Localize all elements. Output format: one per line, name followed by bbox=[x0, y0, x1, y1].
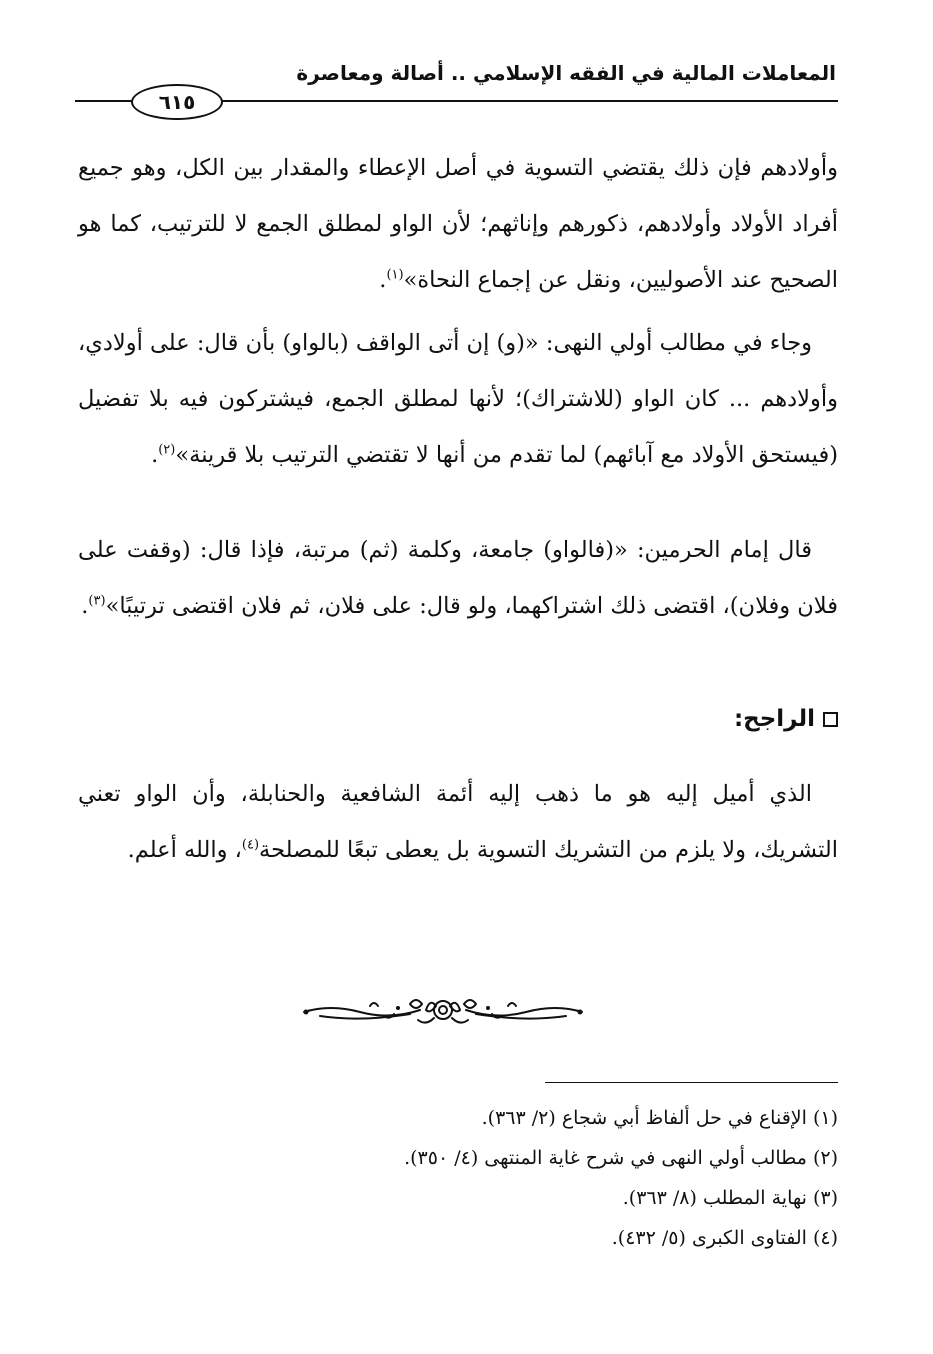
paragraph-2-text: وجاء في مطالب أولي النهى: «(و) إن أتى الواقف (بالواو) بأن قال: على أولادي، وأولادهم ... كان الواو (للاشتراك)؛ لأنها لمطلق الجمع، فيشتركون فيه بلا تفضيل (فيستحق الأولاد مع آبائهم) لما تقدم من أنها لا تقتضي الترتيب بلا قرينة» bbox=[78, 330, 838, 468]
paragraph-4 bbox=[78, 766, 838, 878]
footnote-ref-4[interactable]: (٤) bbox=[241, 837, 260, 853]
paragraph-2-end: . bbox=[151, 442, 159, 468]
ornament-divider-icon bbox=[300, 990, 586, 1030]
paragraph-1-text: وأولادهم فإن ذلك يقتضي التسوية في أصل الإعطاء والمقدار بين الكل، وهو جميع أفراد الأولاد وأولادهم، ذكورهم وإناثهم؛ لأن الواو لمطلق الجمع لا للترتيب، كما هو الصحيح عند الأصوليين، ونقل عن إجماع النحاة» bbox=[78, 155, 838, 293]
footnote-separator bbox=[545, 1082, 838, 1083]
paragraph-3-text: قال إمام الحرمين: «(فالواو) جامعة، وكلمة (ثم) مرتبة، فإذا قال: (وقفت على فلان وفلان)، اقتضى ذلك اشتراكهما، ولو قال: على فلان، ثم فلان اقتضى ترتيبًا» bbox=[78, 537, 838, 619]
running-title: المعاملات المالية في الفقه الإسلامي .. أصالة ومعاصرة bbox=[296, 61, 836, 85]
paragraph-1-end: . bbox=[379, 267, 387, 293]
footnote-ref-3[interactable]: (٣) bbox=[88, 593, 106, 609]
paragraph-3 bbox=[78, 522, 838, 634]
footnote-ref-2[interactable]: (٢) bbox=[158, 442, 176, 458]
paragraph-1 bbox=[78, 140, 838, 308]
page-number: ٦١٥ bbox=[131, 84, 223, 120]
footnote-4: (٤) الفتاوى الكبرى (٥/ ٤٣٢). bbox=[611, 1227, 838, 1249]
square-bullet-icon bbox=[823, 712, 838, 727]
paragraph-2 bbox=[78, 315, 838, 483]
footnote-ref-1[interactable]: (١) bbox=[386, 267, 404, 283]
footnote-3: (٣) نهاية المطلب (٨/ ٣٦٣). bbox=[622, 1187, 838, 1209]
paragraph-4-end: ، والله أعلم. bbox=[127, 837, 242, 863]
paragraph-3-end: . bbox=[81, 593, 89, 619]
footnote-1: (١) الإقناع في حل ألفاظ أبي شجاع (٢/ ٣٦٣). bbox=[481, 1107, 838, 1129]
section-heading bbox=[734, 694, 838, 744]
section-heading-text: الراجح: bbox=[733, 706, 815, 732]
paragraph-4-text: الذي أميل إليه هو ما ذهب إليه أئمة الشافعية والحنابلة، وأن الواو تعني التشريك، ولا يلزم من التشريك التسوية بل يعطى تبعًا للمصلحة bbox=[78, 781, 838, 863]
footnotes bbox=[200, 1098, 838, 1258]
footnote-2: (٢) مطالب أولي النهى في شرح غاية المنتهى (٤/ ٣٥٠). bbox=[404, 1147, 838, 1169]
